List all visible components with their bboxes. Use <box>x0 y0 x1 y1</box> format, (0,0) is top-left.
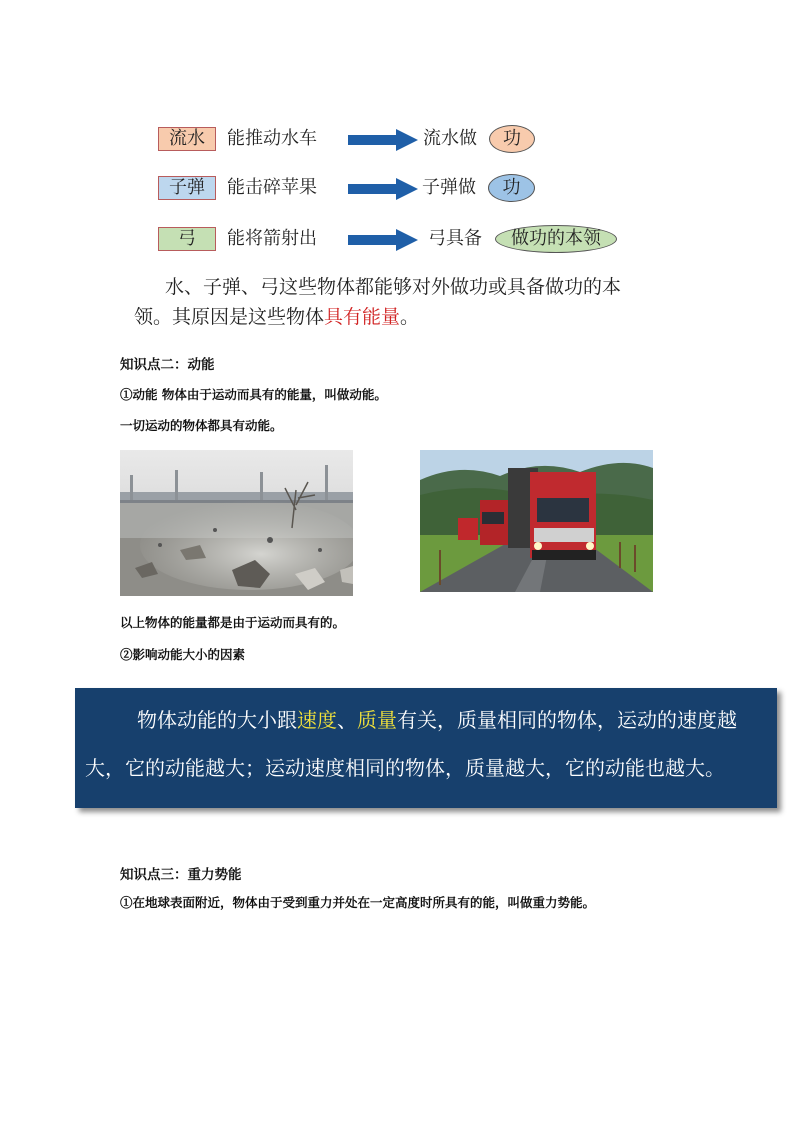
energy-paragraph-line1: 水、子弹、弓这些物体都能够对外做功或具备做功的本 <box>165 276 622 298</box>
paragraph-period: 。 <box>400 306 420 328</box>
work-row-bow <box>0 224 794 256</box>
highlight-has-energy: 具有能量 <box>324 306 401 328</box>
kinetic-factors-heading: ②影响动能大小的因素 <box>120 647 246 662</box>
highlight-mass: 质量 <box>357 708 397 732</box>
paragraph-text: 领。其原因是这些物体 <box>134 306 325 328</box>
energy-paragraph-line2 <box>134 302 419 332</box>
box-line2: 大，它的动能越大；运动速度相同的物体，质量越大，它的动能也越大。 <box>85 756 725 780</box>
kinetic-definition: ①动能 物体由于运动而具有的能量，叫做动能。 <box>120 387 387 402</box>
red-trucks-image <box>420 450 653 592</box>
right-arrow-icon <box>348 229 418 251</box>
section-heading-kinetic: 知识点二：动能 <box>120 357 215 373</box>
right-arrow-icon <box>348 129 418 151</box>
rubble-explosion-image <box>120 450 353 596</box>
red-trucks-photo <box>420 450 653 592</box>
desc-bullet: 能击碎苹果 <box>227 177 317 198</box>
kinetic-all-moving: 一切运动的物体都具有动能。 <box>120 418 283 433</box>
box-separator: 、 <box>337 708 357 732</box>
kinetic-factors-box <box>75 688 777 808</box>
highlight-speed: 速度 <box>297 708 337 732</box>
box-text: 有关，质量相同的物体，运动的速度越 <box>397 708 737 732</box>
right-arrow-icon <box>348 178 418 200</box>
section-heading-potential: 知识点三：重力势能 <box>120 867 242 883</box>
tag-water: 流水 <box>158 127 216 151</box>
rubble-explosion-photo <box>120 450 353 596</box>
result-bow: 弓具备 <box>428 228 482 249</box>
work-row-water <box>0 124 794 156</box>
box-line1 <box>85 696 767 744</box>
work-row-bullet <box>0 173 794 205</box>
result-water: 流水做 <box>423 128 477 149</box>
desc-bow: 能将箭射出 <box>227 228 317 249</box>
kinetic-caption: 以上物体的能量都是由于运动而具有的。 <box>120 615 346 630</box>
box-text: 物体动能的大小跟 <box>137 708 297 732</box>
tag-bow: 弓 <box>158 227 216 251</box>
result-bullet: 子弹做 <box>422 177 476 198</box>
oval-water: 功 <box>489 125 535 153</box>
oval-bow: 做功的本领 <box>495 225 617 253</box>
potential-definition: ①在地球表面附近，物体由于受到重力并处在一定高度时所具有的能，叫做重力势能。 <box>120 895 596 910</box>
desc-water: 能推动水车 <box>227 128 317 149</box>
oval-bullet: 功 <box>488 174 535 202</box>
tag-bullet: 子弹 <box>158 176 216 200</box>
